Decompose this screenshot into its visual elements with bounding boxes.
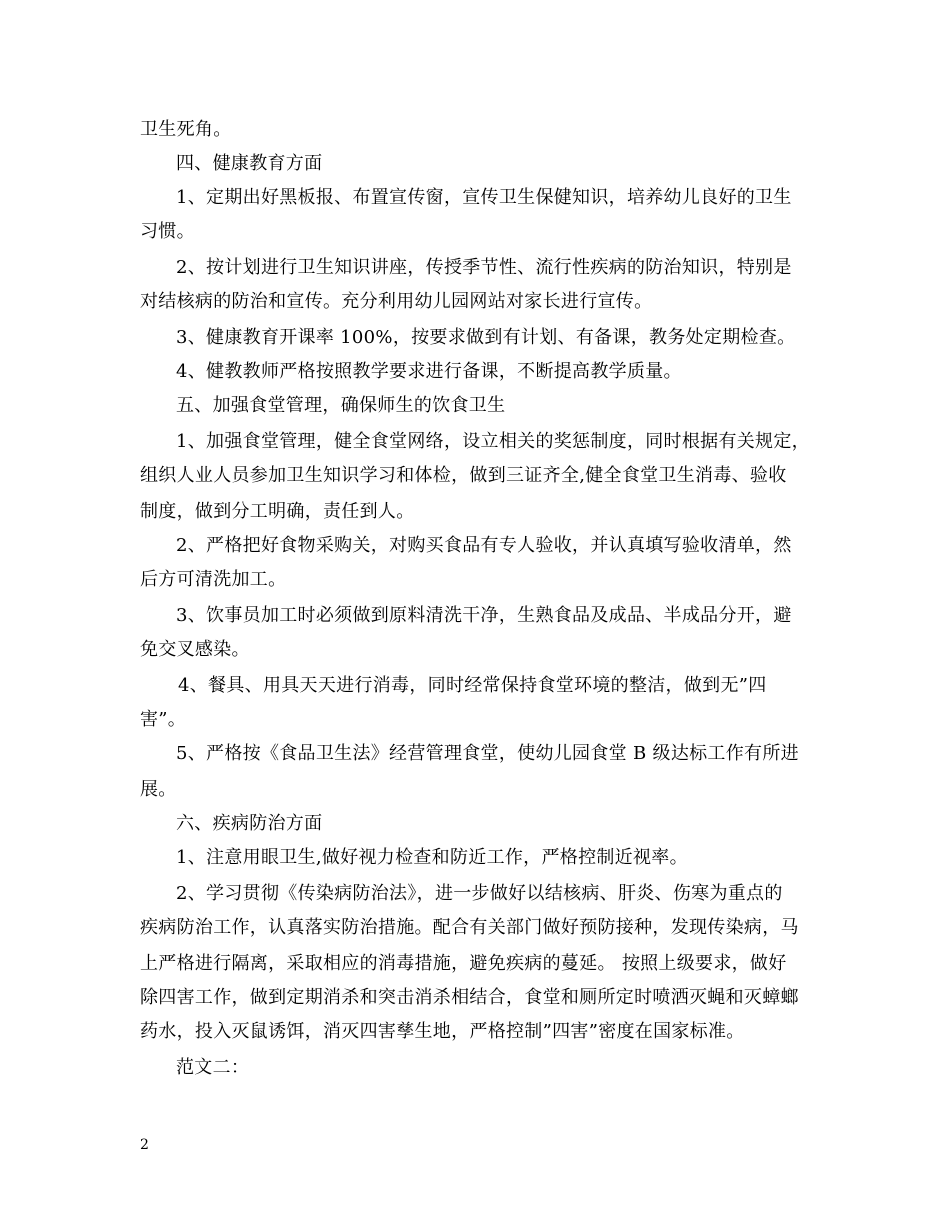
text-line: 4、餐具、用具天天进行消毒，同时经常保持食堂环境的整洁，做到无”四 bbox=[178, 675, 767, 696]
text-line: 2、严格把好食物采购关，对购买食品有专人验收，并认真填写验收清单，然 bbox=[176, 535, 792, 556]
page-number: 2 bbox=[140, 1137, 149, 1153]
text-line: 2、学习贯彻《传染病防治法》，进一步做好以结核病、肝炎、伤寒为重点的 bbox=[176, 883, 783, 904]
text-line: 习惯。 bbox=[140, 221, 195, 242]
text-line: 后方可清洗加工。 bbox=[140, 569, 287, 590]
text-line: 卫生死角。 bbox=[140, 119, 232, 140]
text-line: 对结核病的防治和宣传。充分利用幼儿园网站对家长进行宣传。 bbox=[140, 291, 653, 312]
text-line: 1、定期出好黑板报、布置宣传窗，宣传卫生保健知识，培养幼儿良好的卫生 bbox=[176, 187, 792, 208]
text-line: 疾病防治工作，认真落实防治措施。配合有关部门做好预防接种，发现传染病，马 bbox=[140, 917, 799, 938]
section-heading: 六、疾病防治方面 bbox=[176, 813, 323, 834]
text-line: 免交叉感染。 bbox=[140, 639, 250, 660]
text-line: 展。 bbox=[140, 779, 177, 800]
text-line: 1、注意用眼卫生,做好视力检查和防近工作，严格控制近视率。 bbox=[176, 847, 688, 868]
section-heading: 五、加强食堂管理，确保师生的饮食卫生 bbox=[176, 395, 506, 416]
text-line: 制度，做到分工明确，责任到人。 bbox=[140, 501, 415, 522]
text-line: 2、按计划进行卫生知识讲座，传授季节性、流行性疾病的防治知识，特别是 bbox=[176, 257, 792, 278]
text-line: 3、饮事员加工时必须做到原料清洗干净，生熟食品及成品、半成品分开，避 bbox=[176, 605, 792, 626]
section-heading: 范文二： bbox=[176, 1057, 250, 1078]
text-line: 药水，投入灭鼠诱饵，消灭四害孳生地，严格控制”四害”密度在国家标准。 bbox=[140, 1021, 745, 1042]
text-line: 1、加强食堂管理，健全食堂网络，设立相关的奖惩制度，同时根据有关规定， bbox=[176, 431, 810, 452]
text-line: 组织人业人员参加卫生知识学习和体检，做到三证齐全,健全食堂卫生消毒、验收 bbox=[140, 465, 787, 486]
text-line: 害”。 bbox=[140, 709, 187, 730]
text-line: 3、健康教育开课率 100%，按要求做到有计划、有备课，教务处定期检查。 bbox=[176, 327, 796, 348]
text-line: 5、严格按《食品卫生法》经营管理食堂，使幼儿园食堂 B 级达标工作有所进 bbox=[176, 743, 799, 764]
text-line: 上严格进行隔离，采取相应的消毒措施，避免疾病的蔓延。 按照上级要求，做好 bbox=[140, 953, 787, 974]
text-line: 4、健教教师严格按照教学要求进行备课，不断提高教学质量。 bbox=[176, 361, 682, 382]
section-heading: 四、健康教育方面 bbox=[176, 153, 323, 174]
text-line: 除四害工作，做到定期消杀和突击消杀相结合，食堂和厕所定时喷洒灭蝇和灭蟑螂 bbox=[140, 987, 799, 1008]
